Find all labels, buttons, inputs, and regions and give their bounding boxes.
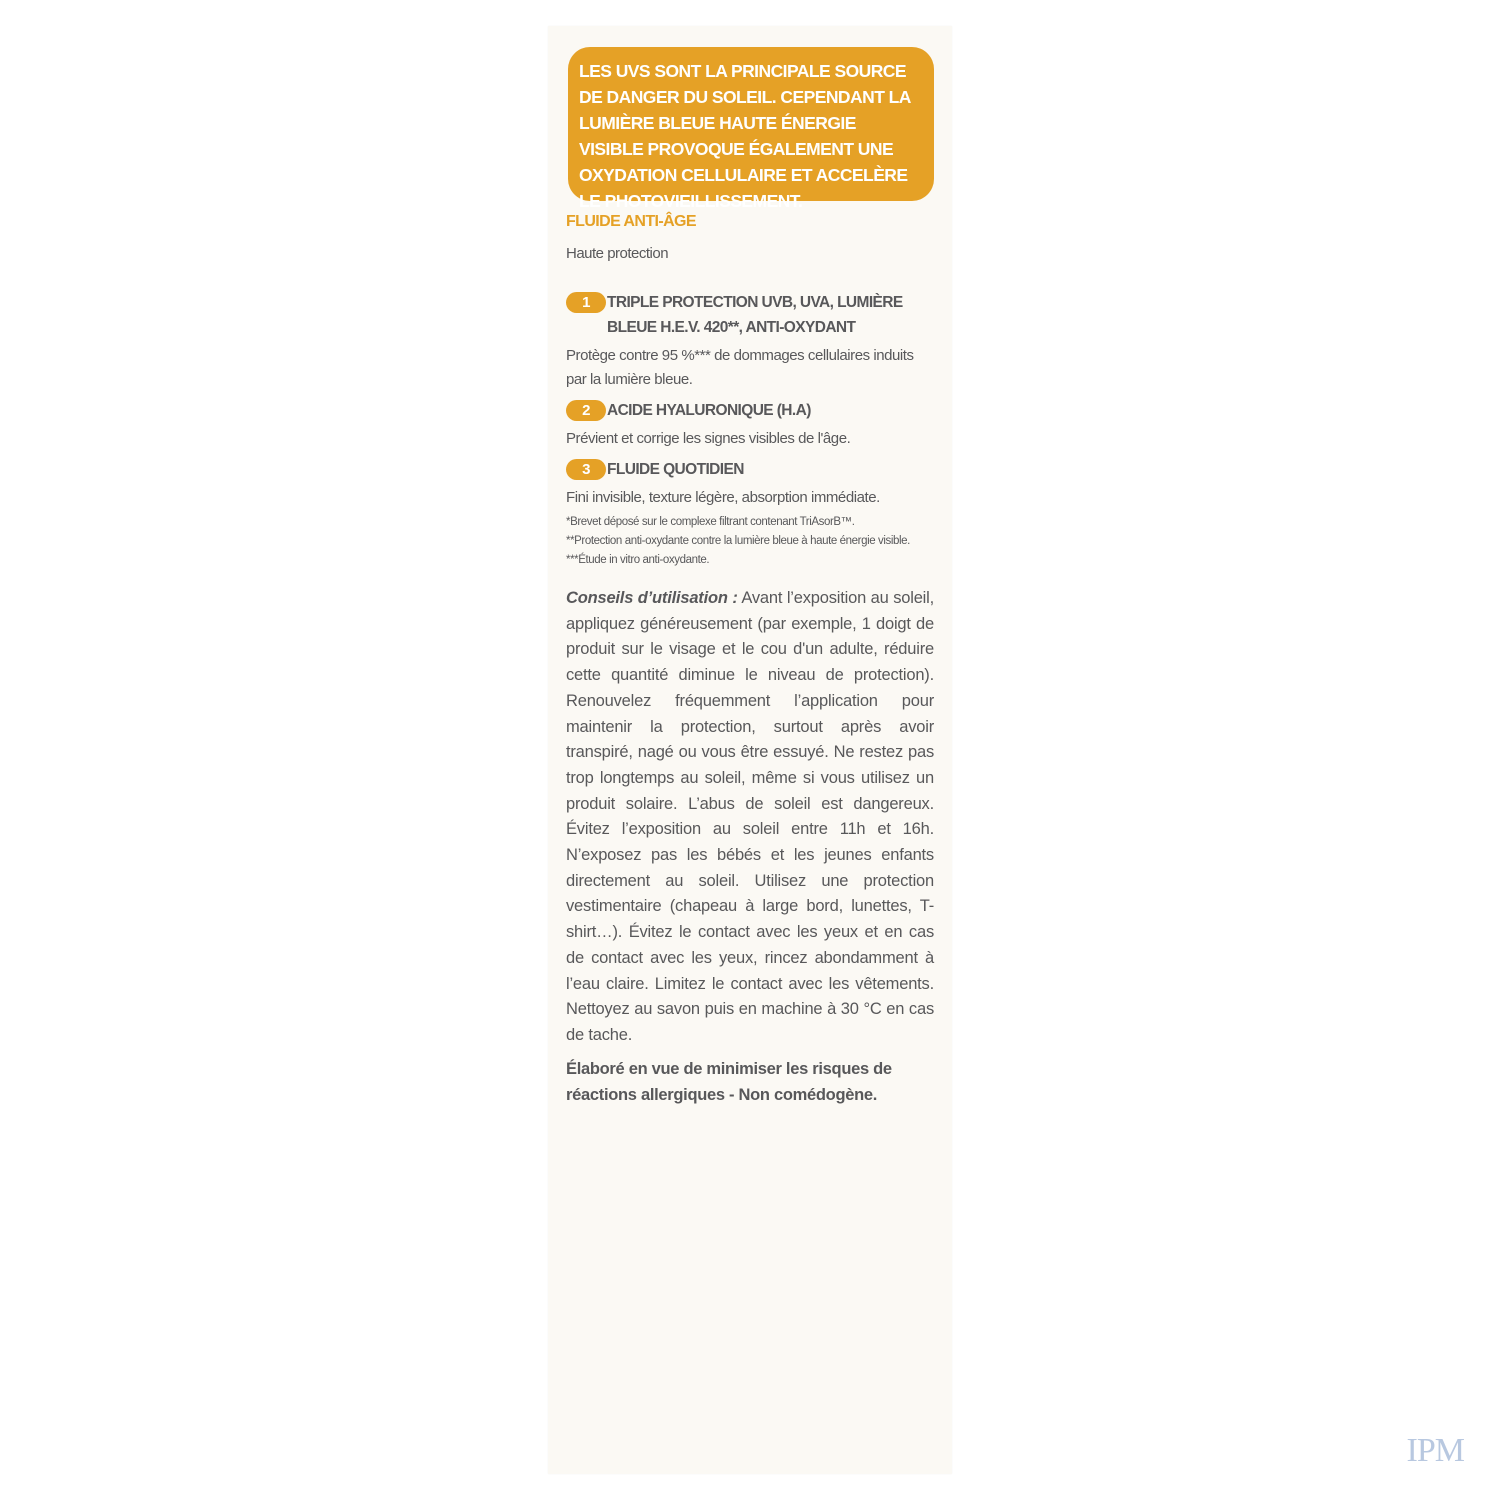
product-subtitle: Haute protection	[566, 245, 669, 262]
feature-title: FLUIDE QUOTIDIEN	[607, 461, 744, 478]
footnote: **Protection anti-oxydante contre la lumière bleue à haute énergie visible.	[566, 535, 910, 547]
feature-heading	[566, 457, 934, 482]
usage-text: Avant l’exposition au soleil, appliquez généreusement (par exemple, 1 doigt de produit sur le visage et le cou d'un adulte, réduire cette quantité diminue le niveau de protection). Renouvelez fréquemment l’application pour maintenir la protection, surtout après avoir transpiré, nagé ou vous être essuyé. Ne restez pas trop longtemps au soleil, même si vous utilisez un produit solaire. L’abus de soleil est dangereux. Évitez l’exposition au soleil entre 11h et 16h. N’exposez pas les bébés et les jeunes enfants directement au soleil. Utilisez une protection vestimentaire (chapeau à large bord, lunettes, T-shirt…). Évitez le contact avec les yeux et en cas de contact avec les yeux, rincez abondamment à l’eau claire. Limitez le contact avec les vêtements. Nettoyez au savon puis en machine à 30 °C en cas de tache.	[566, 589, 934, 1044]
feature-heading	[566, 398, 934, 423]
usage-label: Conseils d’utilisation :	[566, 589, 738, 607]
number-badge: 2	[566, 400, 606, 421]
footnote: ***Étude in vitro anti-oxydante.	[566, 554, 710, 566]
feature-title: ACIDE HYALURONIQUE (H.A)	[607, 402, 811, 419]
number-badge: 1	[566, 292, 606, 313]
product-text	[566, 210, 934, 1108]
warning-banner	[568, 47, 934, 211]
usage-instructions	[566, 586, 934, 1049]
footnote: *Brevet déposé sur le complexe filtrant contenant TriAsorB™.	[566, 516, 855, 528]
product-title: FLUIDE ANTI-ÂGE	[566, 213, 696, 230]
number-badge: 3	[566, 459, 606, 480]
footnotes	[566, 513, 934, 570]
feature-item	[566, 290, 934, 392]
hypoallergenic-statement: Élaboré en vue de minimiser les risques de réactions allergiques - Non comédogène.	[566, 1059, 892, 1104]
feature-description: Protège contre 95 %*** de dommages cellulaires induits par la lumière bleue.	[566, 347, 914, 388]
feature-description: Prévient et corrige les signes visibles de l'âge.	[566, 430, 851, 447]
feature-item	[566, 398, 934, 451]
feature-heading	[566, 290, 934, 340]
warning-banner-text: LES UVS SONT LA PRINCIPALE SOURCE DE DANGER DU SOLEIL. CEPENDANT LA LUMIÈRE BLEUE HAUTE ÉNERGIE VISIBLE PROVOQUE ÉGALEMENT UNE OXYDATION CELLULAIRE ET ACCELÈRE LE PHOTOVIEILLISSEMENT.	[579, 61, 911, 211]
feature-description: Fini invisible, texture légère, absorption immédiate.	[566, 489, 880, 506]
watermark-logo: IPM	[1406, 1432, 1464, 1469]
feature-item	[566, 457, 934, 510]
feature-title: TRIPLE PROTECTION UVB, UVA, LUMIÈRE BLEUE H.E.V. 420**, ANTI-OXYDANT	[607, 294, 903, 336]
